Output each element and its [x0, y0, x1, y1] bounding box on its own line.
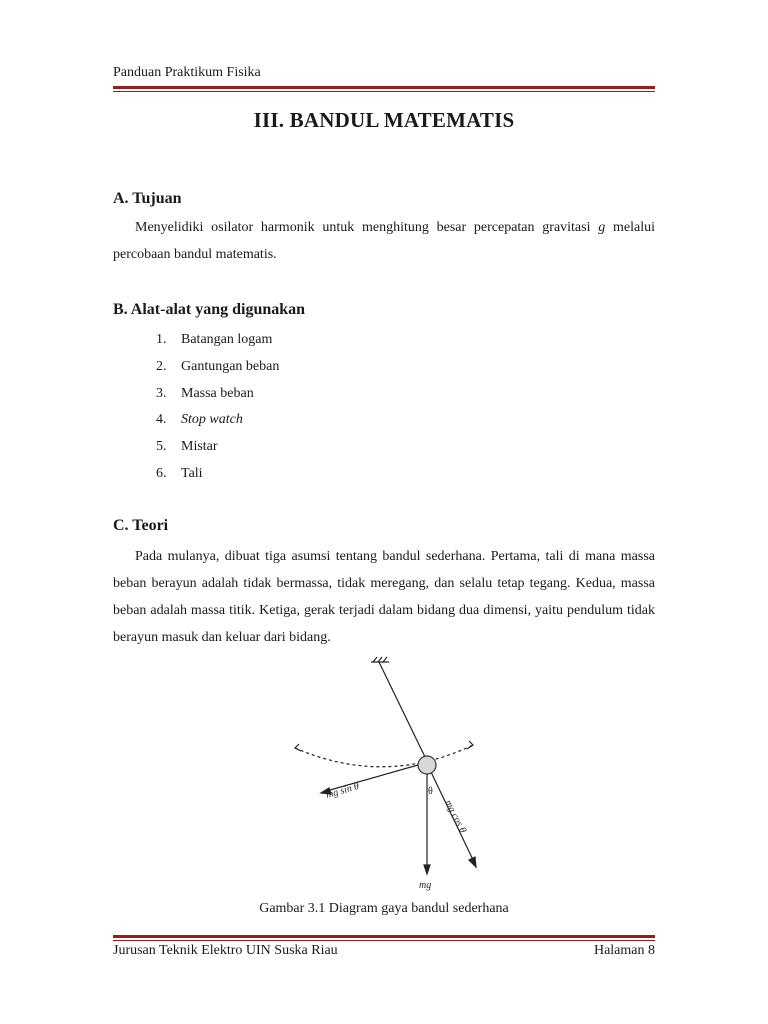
- header-rule: [113, 86, 655, 92]
- footer-department: Jurusan Teknik Elektro UIN Suska Riau: [113, 943, 338, 958]
- section-a-text-1: Menyelidiki osilator harmonik untuk menghitung besar percepatan gravitasi: [135, 220, 591, 235]
- page-number: Halaman 8: [593, 943, 655, 958]
- pendulum-bob: [418, 756, 436, 774]
- theta-label: θ: [428, 786, 433, 797]
- mg-label: mg: [419, 880, 432, 891]
- section-a-paragraph: [113, 214, 655, 268]
- list-item: 1. Batangan logam: [156, 332, 273, 347]
- section-c-paragraph: [113, 543, 655, 651]
- running-header: Panduan Praktikum Fisika: [113, 65, 261, 80]
- chapter-title: III. BANDUL MATEMATIS: [253, 108, 515, 132]
- pendulum-string: [379, 662, 426, 759]
- list-item: 4. Stop watch: [156, 412, 243, 428]
- list-item: 5. Mistar: [156, 439, 218, 455]
- gravity-symbol: g: [598, 220, 606, 235]
- equipment-list: [156, 327, 279, 488]
- mg-sin-label: mg sin θ: [324, 780, 361, 801]
- swing-arc: [295, 745, 473, 767]
- theory-text: Pada mulanya, dibuat tiga asumsi tentang bandul sederhana. Pertama, tali di mana massa beban berayun adalah tidak bermassa, tidak meregang, dan selalu tetap tegang. Kedua, massa beban adalah massa titik. Ketiga, gerak terjadi dalam bidang dua dimensi, yaitu pendulum tidak berayun masuk dan keluar dari bidang.: [113, 549, 655, 645]
- section-a-text-2: melalui percobaan bandul matematis.: [113, 220, 656, 262]
- pendulum-diagram: [285, 652, 495, 892]
- figure-caption: Gambar 3.1 Diagram gaya bandul sederhana: [259, 901, 509, 916]
- section-b-heading: B. Alat-alat yang digunakan: [113, 301, 306, 318]
- list-item: 3. Massa beban: [156, 385, 254, 401]
- list-item: 2. Gantungan beban: [156, 358, 280, 374]
- footer-rule: [113, 935, 655, 941]
- mg-cos-label: mg cos θ: [442, 798, 469, 835]
- section-c-heading: C. Teori: [113, 517, 169, 534]
- section-a-heading: A. Tujuan: [113, 190, 182, 207]
- list-item: 6. Tali: [156, 465, 203, 481]
